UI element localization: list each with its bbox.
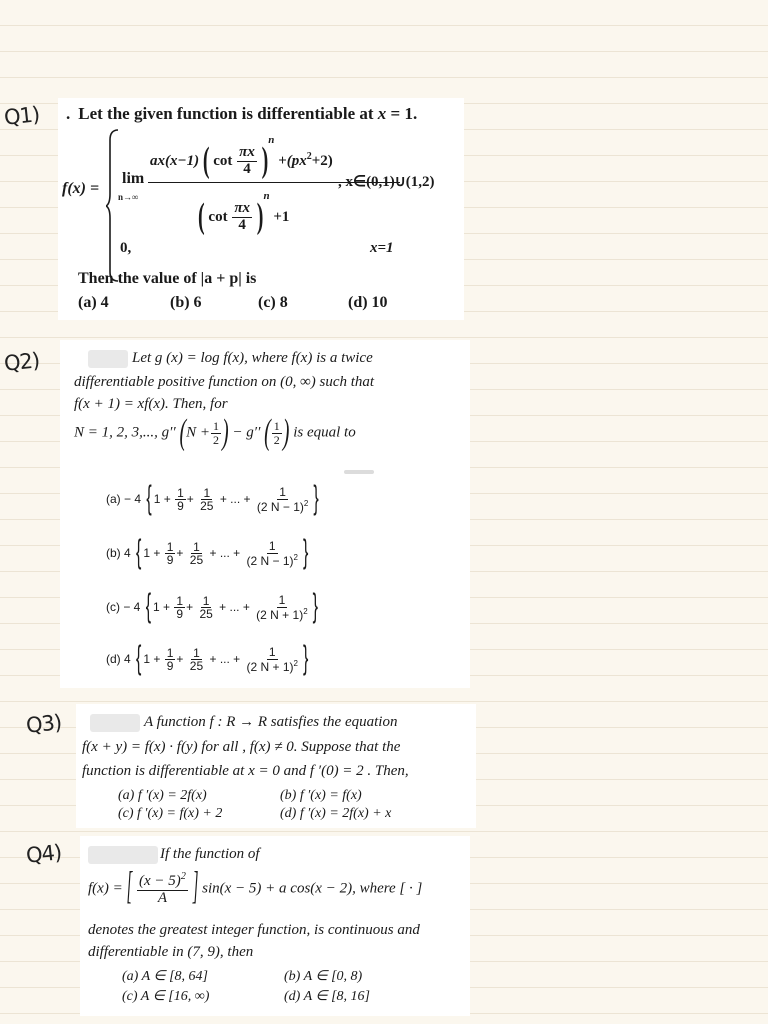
q1-denominator (198, 190, 290, 237)
q2-option-a-last-den (255, 500, 310, 514)
q4-option-a[interactable]: (a) A ∈ [8, 64] (122, 969, 208, 984)
q2-option-a-last-base: (2 N − 1) (256, 499, 304, 514)
q2-option-b-plus: + (176, 545, 184, 560)
q2-option-c-start: 1 + (153, 599, 171, 614)
q1-bullet: . (66, 104, 71, 123)
q4-formula-tail: sin(x − 5) + a cos(x − 2), where [ · ] (202, 880, 423, 897)
q1-lim-sub: n→∞ (118, 192, 139, 202)
q1-num-frac-bottom: 4 (243, 161, 251, 178)
q1-f-lhs: f(x) = (62, 180, 100, 197)
q2-line-4-suffix: is equal to (293, 424, 356, 441)
q1-den-tail: +1 (273, 209, 290, 225)
q1-den-cot: cot (208, 209, 228, 225)
q2-line-4-prefix: N = 1, 2, 3,..., g′′ (74, 424, 176, 441)
q4-handwritten-label: Q4) (24, 840, 63, 868)
q2-option-d-last-sq: 2 (293, 658, 298, 668)
q1-intro-text: Let the given function is differentiable at (78, 104, 378, 123)
q1-num-frac-top: πx (239, 144, 255, 161)
q1-den-lparen: ( (198, 196, 205, 237)
q2-option-a-plus: + (186, 491, 194, 506)
q2-option-d-frac-9 (165, 647, 176, 673)
q2-option-a-last-sq: 2 (303, 498, 309, 508)
q2-paren-1-open: ( (179, 412, 187, 452)
q2-option-a-lbrace: { (146, 480, 152, 517)
q2-option-d-last-den (245, 660, 300, 674)
q4-option-d[interactable]: (d) A ∈ [8, 16] (284, 989, 370, 1004)
q2-option-d-lbrace: { (136, 640, 142, 677)
q4-redaction (88, 846, 158, 864)
q2-option-c-dots: + ... + (219, 599, 250, 614)
q1-option-c[interactable]: (c) 8 (258, 294, 288, 311)
q1-num-ax: ax(x−1) (150, 153, 200, 169)
q2-option-c-last-den (254, 608, 309, 622)
q1-num-sq: 2 (306, 151, 312, 162)
q2-option-b-frac-9-den: 9 (166, 553, 174, 568)
q4-frac-den: A (157, 889, 167, 906)
q2-handwritten-label: Q2) (2, 348, 41, 376)
q2-option-c-frac-25 (197, 595, 214, 621)
q2-option-b-dots: + ... + (209, 545, 241, 560)
q1-den-rparen: ) (256, 196, 264, 237)
q3-card (76, 704, 476, 828)
q2-faint-mark (344, 470, 374, 474)
q2-option-d-frac-25-num: 1 (193, 645, 200, 660)
q2-option-b-lbrace: { (136, 534, 142, 571)
q1-intro-end: = 1. (386, 104, 418, 123)
q1-num-p: +(px (278, 153, 307, 169)
q4-card (80, 836, 470, 1016)
q2-option-d-last-num: 1 (268, 645, 276, 659)
q2-option-b-last-num: 1 (268, 539, 276, 553)
q2-option-b-start: 1 + (143, 545, 161, 560)
q3-handwritten-label: Q3) (24, 710, 63, 738)
q4-bracket-close: ] (192, 867, 199, 909)
q1-domain: , x∈(0,1)∪(1,2) (338, 174, 435, 190)
q2-half-2 (272, 420, 282, 446)
q2-option-c-last-base: (2 N + 1) (256, 607, 304, 622)
q3-line-2: f(x + y) = f(x) · f(y) for all , f(x) ≠ 0. Suppose that the (82, 739, 401, 755)
q2-option-c[interactable] (106, 588, 320, 625)
q1-den-frac (232, 201, 252, 234)
q3-line-1: A function f : R → R satisfies the equation (144, 714, 398, 730)
q2-option-b-prefix: (b) 4 (106, 545, 131, 560)
q4-f-lhs: f(x) = (88, 880, 123, 897)
q2-option-b-rbrace: } (302, 534, 309, 571)
q4-line-1: If the function of (160, 846, 260, 862)
q2-option-b-frac-25-den: 25 (189, 553, 204, 568)
q1-handwritten-label: Q1) (2, 102, 41, 130)
q2-option-c-lbrace: { (145, 588, 152, 625)
q2-option-d-dots: + ... + (209, 651, 241, 666)
q2-line-4 (74, 412, 356, 452)
q1-num-cot: cot (213, 153, 233, 169)
q2-redaction (88, 350, 128, 368)
q2-half-2-num: 1 (273, 419, 280, 433)
q2-option-a-frac-25-den: 25 (200, 499, 214, 514)
q1-lim: lim (122, 170, 145, 187)
q2-paren-2-open: ( (264, 412, 271, 452)
q3-option-d[interactable]: (d) f ′(x) = 2f(x) + x (280, 806, 392, 821)
q3-redaction (90, 714, 140, 732)
q1-numerator (150, 134, 333, 181)
q2-option-d-frac-25 (188, 647, 205, 673)
q1-case2-domain: x=1 (370, 240, 394, 256)
q1-num-lparen: ( (202, 140, 210, 181)
q1-num-tail: +2) (311, 153, 333, 169)
q2-half-1-num: 1 (213, 419, 220, 433)
q3-option-c[interactable]: (c) f ′(x) = f(x) + 2 (118, 806, 223, 821)
q2-option-b-last-den (245, 554, 300, 568)
q1-num-frac (237, 145, 257, 178)
q3-option-a[interactable]: (a) f ′(x) = 2f(x) (118, 788, 207, 803)
q1-case2-value: 0, (120, 240, 132, 256)
q4-bracket-open: [ (126, 867, 133, 909)
q3-line-3: function is differentiable at x = 0 and f ′(0) = 2 . Then, (82, 763, 409, 779)
q2-option-a-frac-9-den: 9 (177, 499, 184, 514)
q2-option-d-frac-9-num: 1 (166, 645, 174, 660)
q2-option-a-frac-25 (198, 487, 215, 513)
q2-option-a-prefix: (a) − 4 (106, 491, 142, 506)
q2-option-b-frac-25-num: 1 (193, 539, 200, 554)
q2-option-a-frac-9 (175, 487, 186, 513)
q2-option-b-last-base: (2 N − 1) (246, 553, 294, 568)
q1-num-power: n (268, 134, 275, 146)
q2-paren-2-close: ) (282, 412, 290, 452)
q2-half-1-den: 2 (213, 432, 220, 447)
q2-option-d[interactable] (106, 640, 310, 677)
q2-option-b-frac-9-num: 1 (166, 539, 174, 554)
q2-paren-1-close: ) (222, 412, 229, 452)
q1-den-power: n (263, 190, 270, 202)
q2-option-c-last-num: 1 (278, 593, 286, 607)
q2-option-c-rbrace: } (312, 588, 318, 625)
q4-frac-num-sq: 2 (180, 871, 186, 882)
q2-option-c-frac-25-num: 1 (202, 593, 210, 608)
q2-option-b-frac-9 (165, 541, 176, 567)
q2-option-a-start: 1 + (153, 491, 171, 506)
q2-option-a-last-num: 1 (279, 485, 286, 499)
q1-num-rparen: ) (261, 140, 269, 181)
q1-option-a[interactable]: (a) 4 (78, 294, 109, 311)
q2-option-a-dots: + ... + (219, 491, 251, 506)
q2-N-plus: N + (186, 424, 211, 441)
q4-frac (137, 872, 188, 907)
q2-option-a[interactable] (106, 480, 321, 517)
q4-line-3: denotes the greatest integer function, is continuous and (88, 922, 420, 938)
q1-case-brace (106, 128, 120, 283)
q4-frac-num-base: (x − 5) (139, 873, 181, 889)
q2-option-c-prefix: (c) − 4 (106, 599, 141, 614)
q1-option-b[interactable]: (b) 6 (170, 294, 202, 311)
q2-option-c-frac-9 (174, 595, 185, 621)
q1-option-d[interactable]: (d) 10 (348, 294, 388, 311)
q2-line-3: f(x + 1) = xf(x). Then, for (74, 396, 228, 412)
q2-option-d-rbrace: } (302, 640, 309, 677)
q2-option-d-last-base: (2 N + 1) (246, 659, 294, 674)
q1-intro-var: x (377, 104, 387, 123)
q2-option-d-last (245, 646, 300, 673)
q2-option-d-start: 1 + (143, 651, 161, 666)
q2-option-d-frac-25-den: 25 (189, 659, 204, 674)
q4-formula (88, 867, 423, 909)
q2-card (60, 340, 470, 688)
q1-intro (66, 104, 417, 124)
q4-frac-num (137, 872, 188, 891)
q4-line-4: differentiable in (7, 9), then (88, 944, 254, 960)
q3-option-b[interactable]: (b) f ′(x) = f(x) (280, 788, 362, 803)
q2-option-c-frac-9-den: 9 (176, 607, 184, 622)
q2-option-d-frac-9-den: 9 (166, 659, 174, 674)
q2-option-c-last-sq: 2 (303, 606, 308, 616)
q2-option-a-frac-9-num: 1 (177, 485, 184, 500)
q4-option-b[interactable]: (b) A ∈ [0, 8) (284, 969, 363, 984)
q1-den-frac-top: πx (234, 200, 251, 217)
q2-option-c-frac-9-num: 1 (176, 593, 184, 608)
q2-option-b-last (245, 540, 300, 567)
q2-option-c-frac-25-den: 25 (199, 607, 213, 622)
q2-option-b[interactable] (106, 534, 310, 571)
q2-option-d-plus: + (176, 651, 184, 666)
q2-option-a-last (255, 486, 310, 513)
q2-half-2-den: 2 (273, 432, 280, 447)
q2-option-a-frac-25-num: 1 (203, 485, 211, 500)
q1-question: Then the value of |a + p| is (78, 270, 257, 287)
q2-option-c-last (254, 594, 309, 621)
q2-minus-g: − g′′ (232, 424, 261, 441)
q1-card (58, 98, 464, 320)
q2-half-1 (211, 420, 221, 446)
q2-option-a-rbrace: } (313, 480, 319, 517)
q2-option-b-last-sq: 2 (293, 552, 298, 562)
q2-option-d-prefix: (d) 4 (106, 651, 131, 666)
q2-option-c-plus: + (186, 599, 194, 614)
q2-line-2: differentiable positive function on (0, ∞) such that (74, 374, 375, 390)
q1-den-frac-bottom: 4 (238, 217, 246, 234)
q2-option-b-frac-25 (188, 541, 205, 567)
q2-line-1: Let g (x) = log f(x), where f(x) is a twice (132, 350, 373, 366)
q4-option-c[interactable]: (c) A ∈ [16, ∞) (122, 989, 210, 1004)
